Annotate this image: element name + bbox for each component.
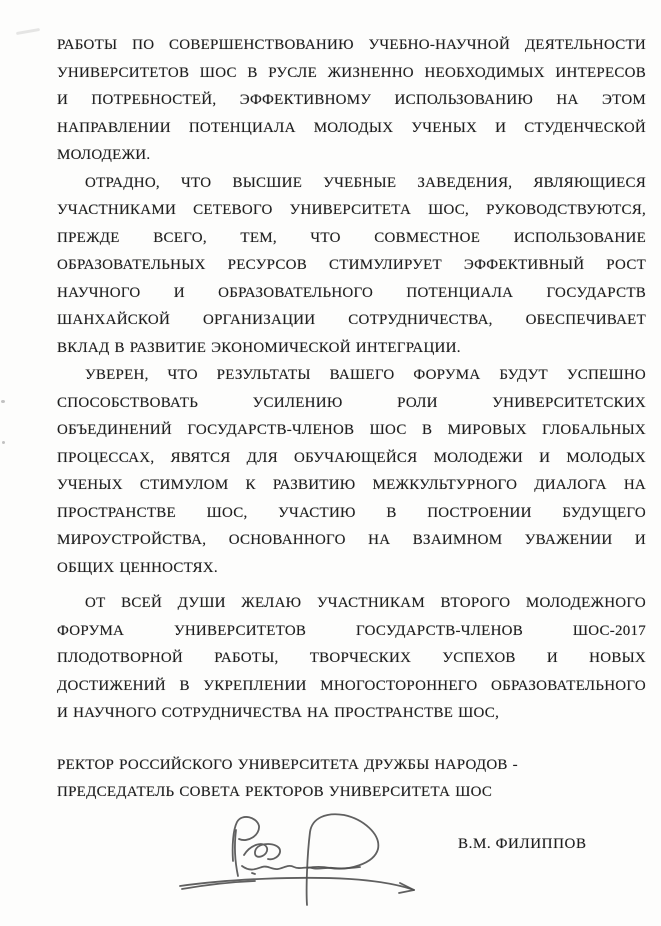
paragraph-1	[57, 32, 646, 170]
text-line: ОБЩИХ ЦЕННОСТЯХ.	[57, 559, 218, 576]
scan-smudge	[16, 28, 40, 35]
text-line: МИРОУСТРОЙСТВА, ОСНОВАННОГО НА ВЗАИМНОМ УВАЖЕНИИ И	[57, 532, 646, 548]
text-line: ПРОСТРАНСТВЕ ШОС, УЧАСТИЮ В ПОСТРОЕНИИ БУДУЩЕГО	[57, 504, 646, 521]
text-line: МОЛОДЕЖИ.	[57, 147, 151, 163]
signature-stroke	[252, 873, 255, 874]
scan-speck	[1, 400, 5, 403]
paragraph-4	[57, 590, 646, 728]
text-line: УЧАСТНИКАМИ СЕТЕВОГО УНИВЕРСИТЕТА ШОС, РУКОВОДСТВУЮТСЯ,	[57, 202, 646, 218]
text-line: УВЕРЕН, ЧТО РЕЗУЛЬТАТЫ ВАШЕГО ФОРУМА БУДУТ УСПЕШНО	[85, 367, 646, 383]
scan-speck	[2, 441, 5, 444]
signature-stroke	[307, 814, 379, 905]
text-line: ОТ ВСЕЙ ДУШИ ЖЕЛАЮ УЧАСТНИКАМ ВТОРОГО МОЛОДЕЖНОГО	[85, 595, 646, 611]
signature-stroke	[244, 844, 280, 859]
closing-block	[57, 752, 646, 807]
text-line: РАБОТЫ ПО СОВЕРШЕНСТВОВАНИЮ УЧЕБНО-НАУЧНОЙ ДЕЯТЕЛЬНОСТИ	[57, 37, 646, 53]
text-line: УНИВЕРСИТЕТОВ ШОС В РУСЛЕ ЖИЗНЕННО НЕОБХОДИМЫХ ИНТЕРЕСОВ	[57, 64, 646, 81]
text-line: ВКЛАД В РАЗВИТИЕ ЭКОНОМИЧЕСКОЙ ИНТЕГРАЦИИ.	[57, 339, 461, 356]
paragraph-2	[57, 170, 646, 363]
text-line: ДОСТИЖЕНИЙ В УКРЕПЛЕНИИ МНОГОСТОРОННЕГО ОБРАЗОВАТЕЛЬНОГО	[57, 677, 646, 694]
text-line: И ПОТРЕБНОСТЕЙ, ЭФФЕКТИВНОМУ ИСПОЛЬЗОВАНИЮ НА ЭТОМ	[57, 92, 646, 108]
signer-title-line-2: ПРЕДСЕДАТЕЛЬ СОВЕТА РЕКТОРОВ УНИВЕРСИТЕТА ШОС	[57, 784, 493, 800]
text-line: ОБЪЕДИНЕНИЙ ГОСУДАРСТВ-ЧЛЕНОВ ШОС В МИРОВЫХ ГЛОБАЛЬНЫХ	[57, 422, 646, 438]
text-line: И НАУЧНОГО СОТРУДНИЧЕСТВА НА ПРОСТРАНСТВЕ ШОС,	[57, 705, 500, 721]
text-line: УЧЕНЫХ СТИМУЛОМ К РАЗВИТИЮ МЕЖКУЛЬТУРНОГО ДИАЛОГА НА	[57, 477, 646, 493]
text-line: НАУЧНОГО И ОБРАЗОВАТЕЛЬНОГО ПОТЕНЦИАЛА ГОСУДАРСТВ	[57, 284, 646, 301]
text-line: ОБРАЗОВАТЕЛЬНЫХ РЕСУРСОВ СТИМУЛИРУЕТ ЭФФЕКТИВНЫЙ РОСТ	[57, 257, 646, 273]
text-line: ПЛОДОТВОРНОЙ РАБОТЫ, ТВОРЧЕСКИХ УСПЕХОВ И НОВЫХ	[57, 650, 646, 666]
text-line: ПРЕЖДЕ ВСЕГО, ТЕМ, ЧТО СОВМЕСТНОЕ ИСПОЛЬЗОВАНИЕ	[57, 229, 646, 246]
paragraph-3	[57, 362, 646, 582]
text-line: ШАНХАЙСКОЙ ОРГАНИЗАЦИИ СОТРУДНИЧЕСТВА, ОБЕСПЕЧИВАЕТ	[57, 312, 646, 328]
text-line: НАПРАВЛЕНИИ ПОТЕНЦИАЛА МОЛОДЫХ УЧЕНЫХ И СТУДЕНЧЕСКОЙ	[57, 119, 646, 136]
handwritten-signature	[160, 806, 440, 918]
signer-name: В.М. ФИЛИППОВ	[458, 836, 587, 852]
text-line: СПОСОБСТВОВАТЬ УСИЛЕНИЮ РОЛИ УНИВЕРСИТЕТСКИХ	[57, 394, 646, 411]
text-line: ОТРАДНО, ЧТО ВЫСШИЕ УЧЕБНЫЕ ЗАВЕДЕНИЯ, ЯВЛЯЮЩИЕСЯ	[85, 174, 646, 191]
signer-title-line-1: РЕКТОР РОССИЙСКОГО УНИВЕРСИТЕТА ДРУЖБЫ НАРОДОВ -	[57, 756, 518, 773]
text-line: ФОРУМА УНИВЕРСИТЕТОВ ГОСУДАРСТВ-ЧЛЕНОВ ШОС-2017	[57, 622, 646, 639]
text-line: ПРОЦЕССАХ, ЯВЯТСЯ ДЛЯ ОБУЧАЮЩЕЙСЯ МОЛОДЕЖИ И МОЛОДЫХ	[57, 449, 646, 466]
letter-body	[57, 32, 646, 807]
signature-stroke	[235, 830, 238, 876]
